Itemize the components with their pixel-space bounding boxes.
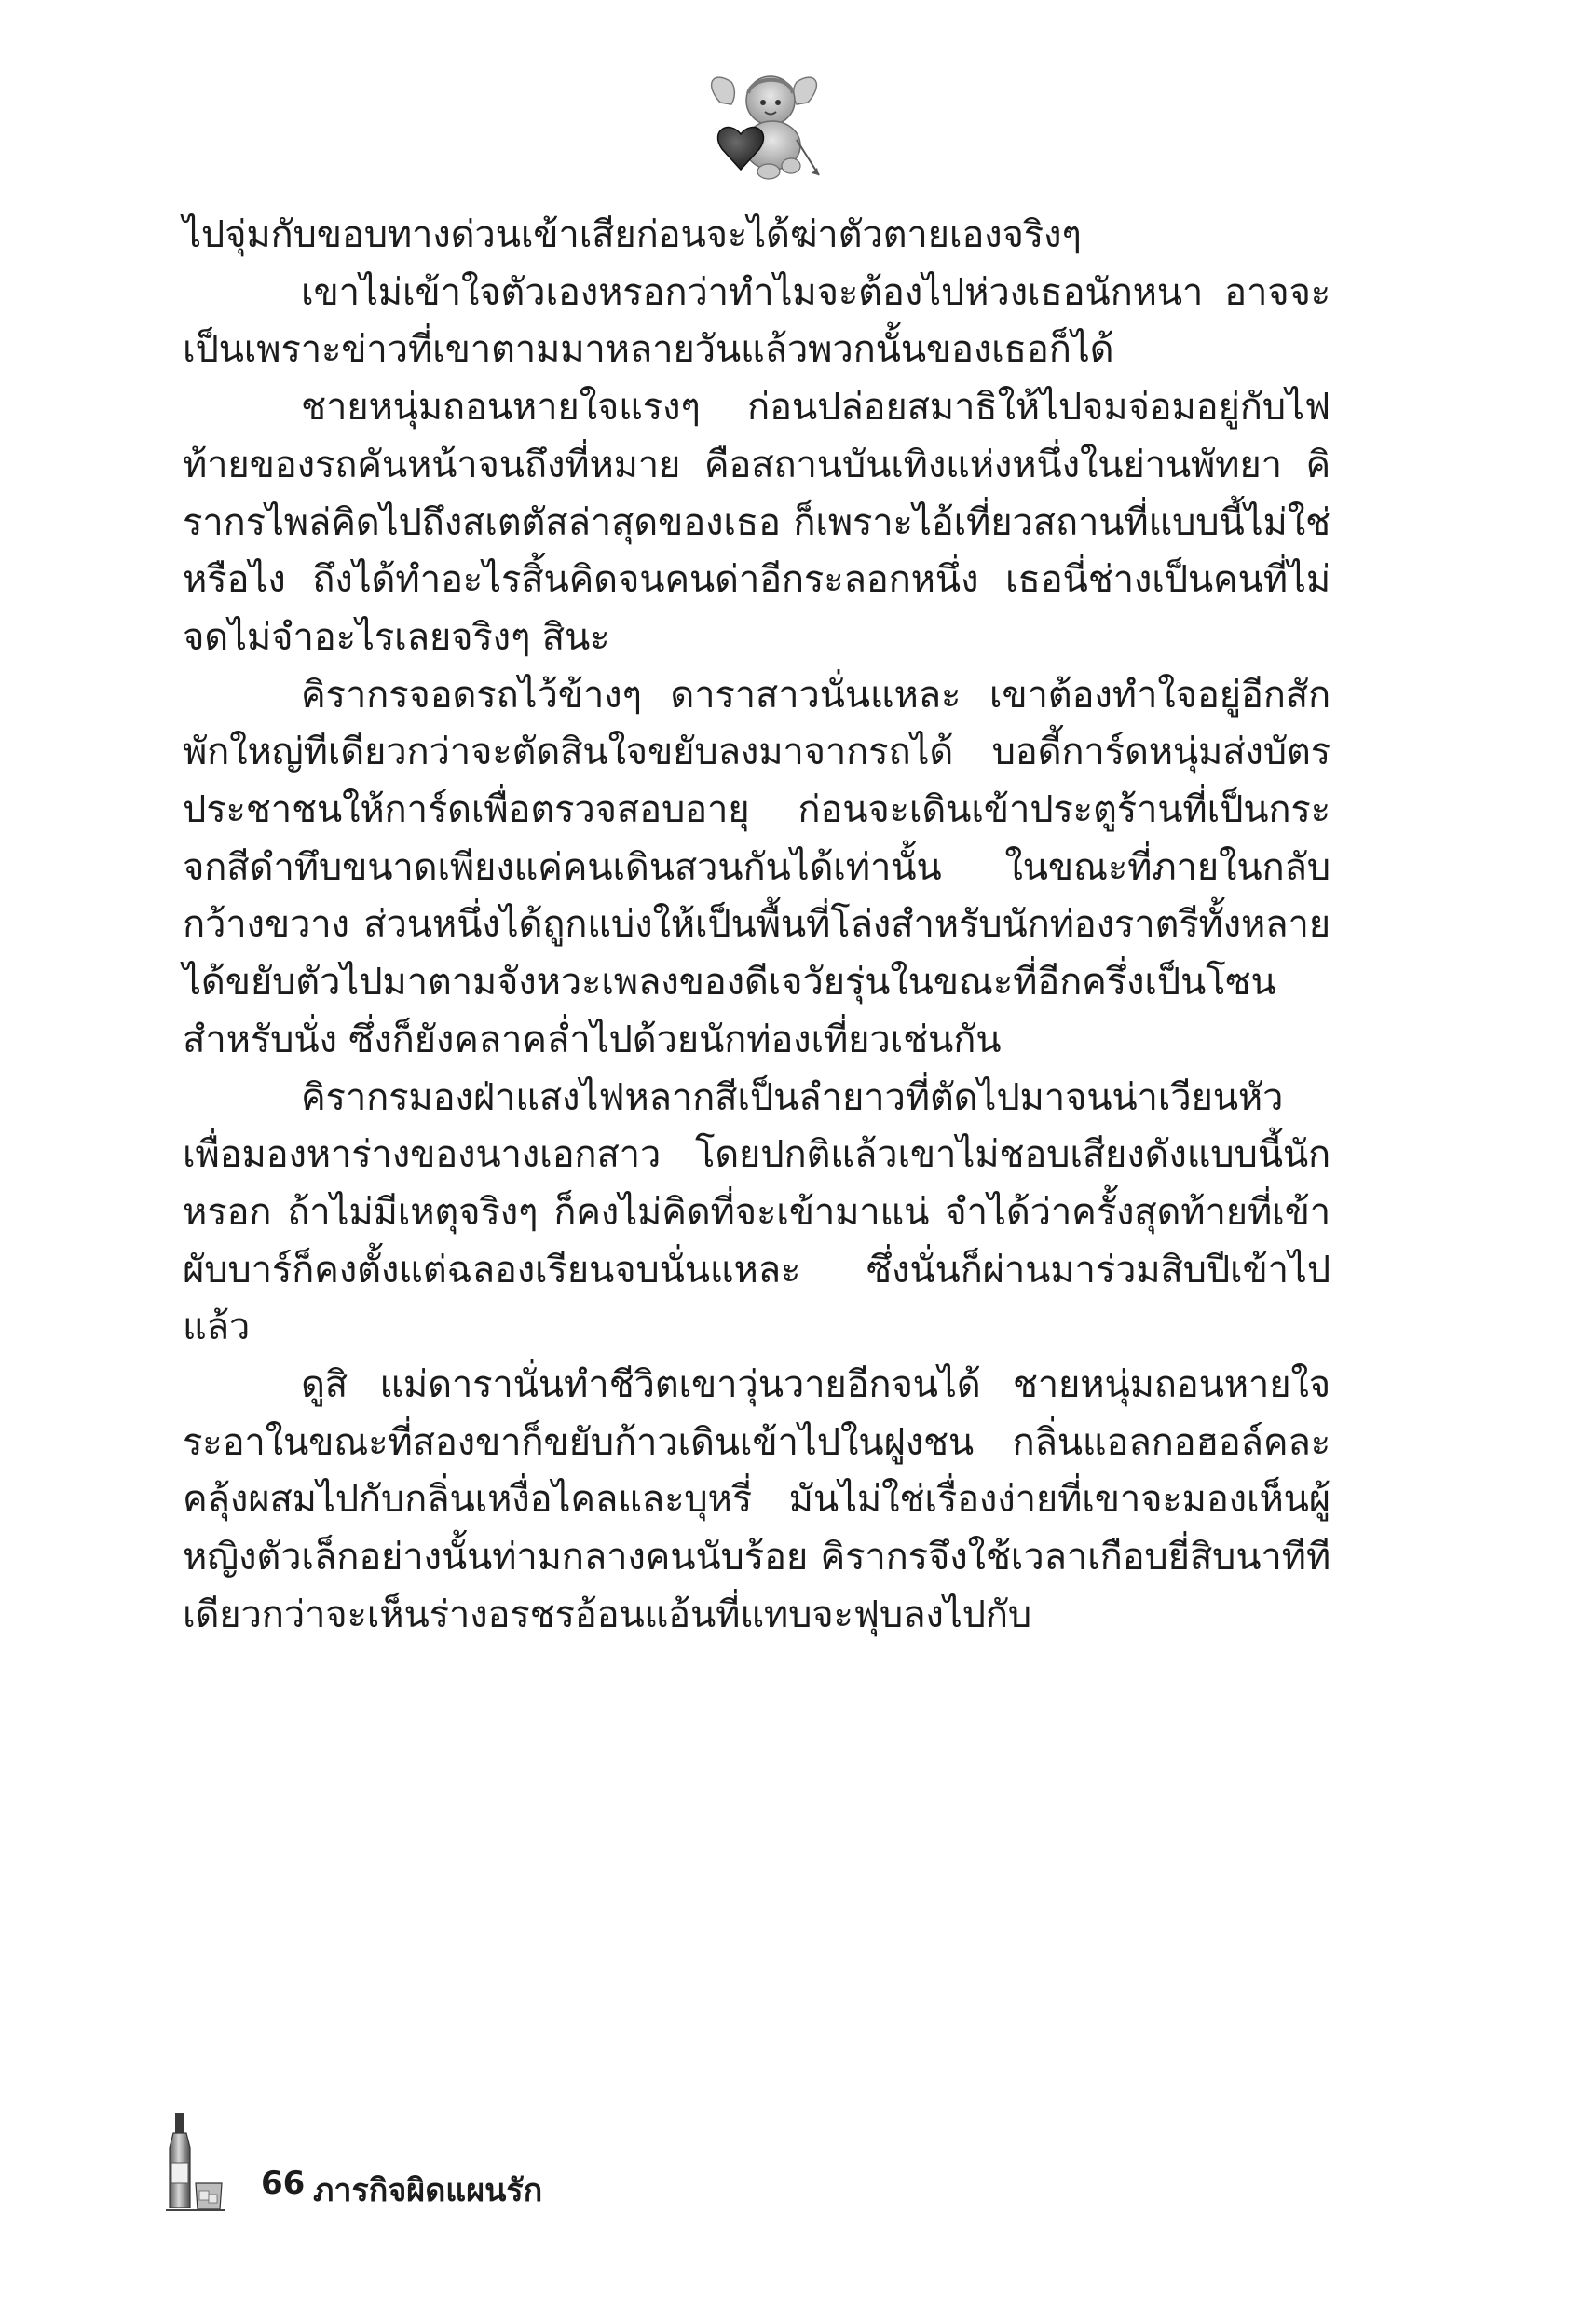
paragraph-1: ไปจุ่มกับขอบทางด่วนเข้าเสียก่อนจะได้ฆ่าตัวตายเองจริงๆ	[183, 213, 1082, 256]
page-footer	[164, 2111, 909, 2213]
paragraph-5: คิรากรมองฝ่าแสงไฟหลากสีเป็นลำยาวที่ตัดไปมาจนน่าเวียนหัวเพื่อมองหาร่างของนางเอกสาว โดยปกติแล้วเขาไม่ชอบเสียงดังแบบนี้นักหรอก ถ้าไม่มีเหตุจริงๆ ก็คงไม่คิดที่จะเข้ามาแน่ จำได้ว่าครั้งสุดท้ายที่เข้าผับบาร์ก็คงตั้งแต่ฉลองเรียนจบนั่นแหละ ซึ่งนั่นก็ผ่านมาร่วมสิบปีเข้าไปแล้ว	[183, 1075, 1330, 1349]
paragraph-6: ดูสิ แม่ดารานั่นทำชีวิตเขาวุ่นวายอีกจนได้ ชายหนุ่มถอนหายใจระอาในขณะที่สองขาก็ขยับก้าวเดินเข้าไปในฝูงชน กลิ่นแอลกอฮอล์คละคลุ้งผสมไปกับกลิ่นเหงื่อไคลและบุหรี่ มันไม่ใช่เรื่องง่ายที่เขาจะมองเห็นผู้หญิงตัวเล็กอย่างนั้นท่ามกลางคนนับร้อย คิรากรจึงใช้เวลาเกือบยี่สิบนาทีทีเดียวกว่าจะเห็นร่างอรชรอ้อนแอ้นที่แทบจะฟุบลงไปกับ	[183, 1363, 1330, 1636]
paragraph-2: เขาไม่เข้าใจตัวเองหรอกว่าทำไมจะต้องไปห่วงเธอนักหนา อาจจะเป็นเพราะข่าวที่เขาตามมาหลายวันแล้วพวกนั้นของเธอก็ได้	[183, 270, 1330, 372]
cupid-with-heart-icon	[703, 65, 825, 186]
liquor-bottle-icon	[164, 2111, 227, 2213]
book-title: ภารกิจผิดแผนรัก	[313, 2172, 543, 2209]
chapter-body	[183, 207, 1330, 1645]
paragraph-3: ชายหนุ่มถอนหายใจแรงๆ ก่อนปล่อยสมาธิให้ไปจมจ่อมอยู่กับไฟท้ายของรถคันหน้าจนถึงที่หมาย คือสถานบันเทิงแห่งหนึ่งในย่านพัทยา คิรากรไพล่คิดไปถึงสเตตัสล่าสุดของเธอ ก็เพราะไอ้เที่ยวสถานที่แบบนี้ไม่ใช่หรือไง ถึงได้ทำอะไรสิ้นคิดจนคนด่าอีกระลอกหนึ่ง เธอนี่ช่างเป็นคนที่ไม่จดไม่จำอะไรเลยจริงๆ สินะ	[183, 386, 1330, 659]
page-number: 66	[261, 2165, 306, 2202]
paragraph-4: คิรากรจอดรถไว้ข้างๆ ดาราสาวนั่นแหละ เขาต้องทำใจอยู่อีกสักพักใหญ่ทีเดียวกว่าจะตัดสินใจขยับลงมาจากรถได้ บอดี้การ์ดหนุ่มส่งบัตรประชาชนให้การ์ดเพื่อตรวจสอบอายุ ก่อนจะเดินเข้าประตูร้านที่เป็นกระจกสีดำทึบขนาดเพียงแค่คนเดินสวนกันได้เท่านั้น ในขณะที่ภายในกลับกว้างขวาง ส่วนหนึ่งได้ถูกแบ่งให้เป็นพื้นที่โล่งสำหรับนักท่องราตรีทั้งหลายได้ขยับตัวไปมาตามจังหวะเพลงของดีเจวัยรุ่นในขณะที่อีกครึ่งเป็นโซนสำหรับนั่ง ซึ่งก็ยังคลาคล่ำไปด้วยนักท่องเที่ยวเช่นกัน	[183, 673, 1330, 1061]
